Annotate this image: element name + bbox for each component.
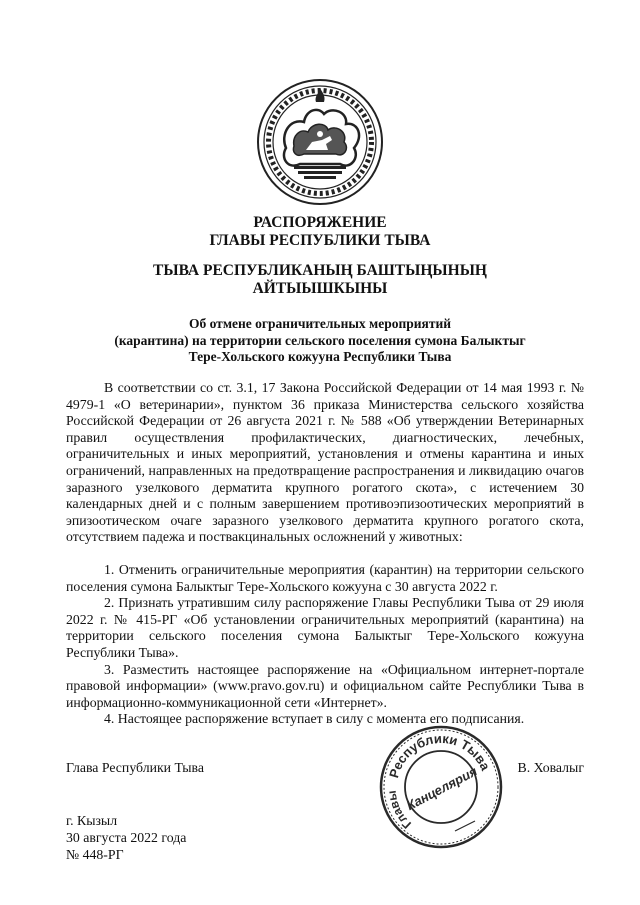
item-1: 1. Отменить ограничительные мероприятия (карантин) на территории сельского поселения сумона Балыктыг Тере-Хольского кожууна с 30 августа 2022 г. [66,561,584,594]
footer-number: № 448-РГ [66,847,124,862]
title-tyv [0,262,640,298]
item-3: 3. Разместить настоящее распоряжение на «Официальном интернет-портале правовой информации» (www.pravo.gov.ru) и официальном сайте Республики Тыва в информационно-коммуникационной сети «Интернет». [66,661,584,710]
title-tyv-line2: АЙТЫЫШКЫНЫ [252,280,388,297]
stamp-outer-text: Республики Тыва [386,730,494,780]
title-tyv-line1: ТЫВА РЕСПУБЛИКАНЫҢ БАШТЫҢЫНЫҢ [153,262,487,279]
document-body [66,380,584,728]
footer-city: г. Кызыл [66,813,118,828]
subject-line1: Об отмене ограничительных мероприятий [188,316,452,331]
subject-line2: (карантина) на территории сельского поселения сумона Балыктыг [114,332,526,348]
coat-of-arms-icon [256,78,384,206]
document-subject [0,316,640,366]
preamble-paragraph: В соответствии со ст. 3.1, 17 Закона Российской Федерации от 14 мая 1993 г. № 4979-1 «О ветеринарии», пунктом 36 приказа Министерства сельского хозяйства Российской Федерации от 26 августа 2021 г. № 588 «Об утверждении Ветеринарных правил осуществления профилактических, диагностических, лечебных, ограничительных и иных мероприятий, установления и отмены карантина и иных ограничений, направленных на предотвращение распространения и ликвидацию очагов заразного узелкового дерматита крупного рогатого скота», с истечением 30 календарных дней и с полным завершением противоэпизоотических мероприятий в эпизоотическом очаге заразного узелкового дерматита крупного рогатого скота, отсутствием падежа и поствакцинальных осложнений у животных: [66,380,584,545]
item-2: 2. Признать утратившим силу распоряжение Главы Республики Тыва от 29 июля 2022 г. № 415-РГ «Об установлении ограничительных мероприятий (карантина) на территории сельского поселения сумона Балыктыг Тере-Хольского кожууна Республики Тыва». [66,595,584,660]
office-stamp [377,723,505,851]
footer-date: 30 августа 2022 года [66,830,187,845]
title-ru-line1: РАСПОРЯЖЕНИЕ [253,214,387,231]
title-ru [0,214,640,250]
item-4: 4. Настоящее распоряжение вступает в силу с момента его подписания. [104,711,525,727]
stamp-left-text: Главы [384,789,414,832]
title-ru-line2: ГЛАВЫ РЕСПУБЛИКИ ТЫВА [209,232,431,249]
document-footer [66,812,186,863]
stamp-center-text: Канцелярия [403,763,480,814]
signer-name: В. Ховалыг [517,760,584,775]
subject-line3: Тере-Хольского кожууна Республики Тыва [188,349,452,364]
signer-position: Глава Республики Тыва [66,760,204,775]
